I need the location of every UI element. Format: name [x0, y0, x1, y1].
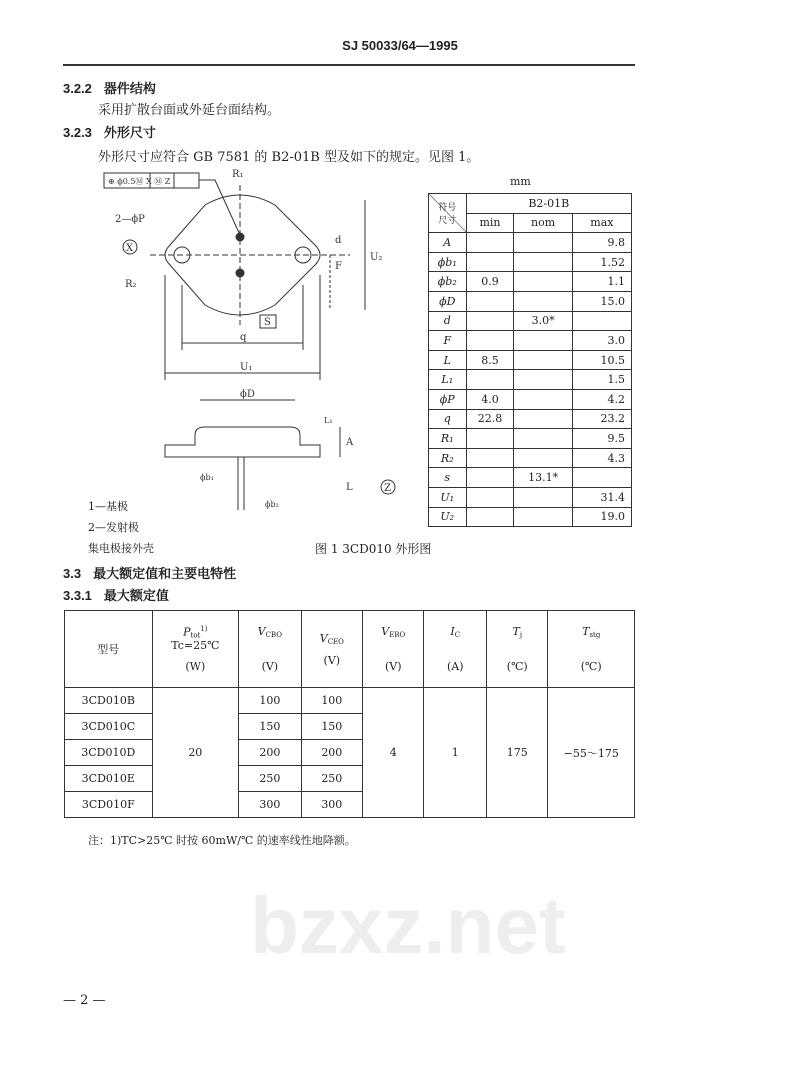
col-nom: nom — [514, 213, 572, 233]
symbol-cell: ϕP — [429, 389, 467, 409]
label-q: q — [240, 332, 247, 343]
nom-cell — [514, 233, 572, 253]
min-cell — [466, 370, 514, 390]
section-3-3-1 — [63, 585, 169, 604]
type-header: B2-01B — [466, 194, 631, 214]
header-ptot: $P_{tot}^{1)}$ Tc=25℃ (W) — [152, 611, 238, 688]
max-ratings-table — [64, 610, 635, 818]
unit-label: mm — [510, 175, 531, 188]
min-cell — [466, 507, 514, 527]
nom-cell — [514, 409, 572, 429]
dimension-row — [429, 389, 632, 409]
min-cell — [466, 468, 514, 488]
section-title: 器件结构 — [103, 82, 156, 97]
header-ic: $I_C$ (A) — [424, 611, 487, 688]
max-cell: 4.3 — [572, 448, 631, 468]
dimension-row — [429, 507, 632, 527]
vcbo-cell: 200 — [239, 740, 302, 766]
max-cell: 19.0 — [572, 507, 631, 527]
model-cell: 3CD010F — [65, 792, 153, 818]
dimension-row — [429, 252, 632, 272]
dimension-row — [429, 448, 632, 468]
model-cell: 3CD010E — [65, 766, 153, 792]
section-title: 最大额定值 — [103, 589, 169, 604]
dimension-table — [428, 193, 632, 527]
tolerance-frame: ⊕ ϕ0.5Ⓜ X Ⓜ Z — [108, 177, 171, 186]
dimension-row — [429, 370, 632, 390]
section-number: 3.3.1 — [63, 588, 92, 603]
section-number: 3.2.3 — [63, 125, 92, 140]
section-body: 采用扩散台面或外延台面结构。 — [98, 103, 281, 118]
outline-drawing — [90, 165, 430, 510]
label-u1: U₁ — [240, 362, 253, 373]
nom-cell — [514, 291, 572, 311]
dimension-row — [429, 409, 632, 429]
label-hole: 2—ϕP — [115, 214, 145, 225]
vcbo-cell: 250 — [239, 766, 302, 792]
symbol-cell: d — [429, 311, 467, 331]
max-cell: 1.5 — [572, 370, 631, 390]
tj-cell: 175 — [487, 688, 548, 818]
section-body: 外形尺寸应符合 GB 7581 的 B2-01B 型及如下的规定。见图 1。 — [98, 150, 480, 165]
symbol-cell: s — [429, 468, 467, 488]
nom-cell — [514, 252, 572, 272]
symbol-cell: q — [429, 409, 467, 429]
max-cell: 9.8 — [572, 233, 631, 253]
label-f: F — [335, 261, 342, 272]
model-cell: 3CD010C — [65, 714, 153, 740]
symbol-cell: L — [429, 350, 467, 370]
symbol-cell: U₂ — [429, 507, 467, 527]
corner-label: 尺寸 — [438, 216, 457, 227]
min-cell — [466, 252, 514, 272]
table-row — [65, 688, 635, 714]
label-a: A — [346, 437, 354, 448]
max-cell: 4.2 — [572, 389, 631, 409]
col-min: min — [466, 213, 514, 233]
corner-label: 符号 — [438, 203, 457, 214]
min-cell: 22.8 — [466, 409, 514, 429]
label-r2: R₂ — [125, 279, 137, 290]
table-note: 注：1)TC>25℃ 时按 60mW/℃ 的速率线性地降额。 — [88, 834, 356, 847]
nom-cell — [514, 429, 572, 449]
nom-cell — [514, 507, 572, 527]
figure-caption: 图 1 3CD010 外形图 — [315, 542, 432, 556]
nom-cell — [514, 487, 572, 507]
page-number: — 2 — — [63, 993, 106, 1008]
section-title: 最大额定值和主要电特性 — [93, 567, 237, 582]
symbol-cell: U₁ — [429, 487, 467, 507]
vceo-cell: 150 — [301, 714, 362, 740]
header-tj: $T_j$ (℃) — [487, 611, 548, 688]
dimension-row — [429, 331, 632, 351]
dimension-row — [429, 233, 632, 253]
max-cell: 15.0 — [572, 291, 631, 311]
vceo-cell: 200 — [301, 740, 362, 766]
dimension-row — [429, 468, 632, 488]
dimension-row — [429, 272, 632, 292]
nom-cell — [514, 350, 572, 370]
min-cell: 8.5 — [466, 350, 514, 370]
symbol-cell: A — [429, 233, 467, 253]
label-phid: ϕD — [240, 389, 255, 400]
vcbo-cell: 300 — [239, 792, 302, 818]
dimension-row — [429, 291, 632, 311]
vceo-cell: 100 — [301, 688, 362, 714]
section-3-3 — [63, 563, 236, 582]
max-cell: 1.52 — [572, 252, 631, 272]
symbol-cell: ϕb₂ — [429, 272, 467, 292]
vcbo-cell: 100 — [239, 688, 302, 714]
vceo-cell: 250 — [301, 766, 362, 792]
min-cell — [466, 233, 514, 253]
max-cell: 9.5 — [572, 429, 631, 449]
label-s: S — [264, 317, 271, 328]
nom-cell — [514, 370, 572, 390]
label-l: L — [346, 482, 353, 493]
dimension-row — [429, 487, 632, 507]
dimension-row — [429, 311, 632, 331]
nom-cell: 13.1* — [514, 468, 572, 488]
header-vcbo: $V_{CBO}$ (V) — [239, 611, 302, 688]
model-cell: 3CD010D — [65, 740, 153, 766]
nom-cell — [514, 331, 572, 351]
min-cell — [466, 429, 514, 449]
max-cell: 23.2 — [572, 409, 631, 429]
min-cell: 0.9 — [466, 272, 514, 292]
symbol-cell: R₂ — [429, 448, 467, 468]
legend-item: 1—基极 — [88, 500, 128, 513]
max-cell — [572, 468, 631, 488]
label-r1: R₁ — [232, 169, 244, 180]
min-cell: 4.0 — [466, 389, 514, 409]
max-cell: 1.1 — [572, 272, 631, 292]
nom-cell: 3.0* — [514, 311, 572, 331]
watermark: bzxz.net — [250, 881, 566, 970]
symbol-cell: ϕb₁ — [429, 252, 467, 272]
header-vceo: $V_{CEO}$ (V) — [301, 611, 362, 688]
legend-item: 2—发射极 — [88, 521, 139, 534]
section-3-2-2 — [63, 78, 156, 97]
ic-cell: 1 — [424, 688, 487, 818]
corner-cell — [429, 194, 467, 233]
vceo-cell: 300 — [301, 792, 362, 818]
tstg-cell: −55～175 — [548, 688, 635, 818]
symbol-cell: L₁ — [429, 370, 467, 390]
label-phib2: ϕb₂ — [265, 500, 279, 509]
min-cell — [466, 487, 514, 507]
max-cell: 31.4 — [572, 487, 631, 507]
header-rule — [63, 64, 635, 66]
ptot-cell: 20 — [152, 688, 238, 818]
section-title: 外形尺寸 — [103, 126, 156, 141]
section-number: 3.2.2 — [63, 81, 92, 96]
section-number: 3.3 — [63, 566, 82, 581]
datum-z: Z — [384, 483, 391, 494]
min-cell — [466, 311, 514, 331]
label-d: d — [335, 235, 342, 246]
min-cell — [466, 331, 514, 351]
section-3-2-3 — [63, 122, 156, 141]
label-u2: U₂ — [370, 252, 383, 263]
vcbo-cell: 150 — [239, 714, 302, 740]
nom-cell — [514, 448, 572, 468]
col-max: max — [572, 213, 631, 233]
model-cell: 3CD010B — [65, 688, 153, 714]
symbol-cell: R₁ — [429, 429, 467, 449]
header-vebo: $V_{EBO}$ (V) — [363, 611, 424, 688]
header-tstg: $T_{stg}$ (℃) — [548, 611, 635, 688]
legend-item: 集电极接外壳 — [88, 542, 154, 555]
nom-cell — [514, 389, 572, 409]
label-phib1: ϕb₁ — [200, 473, 214, 482]
label-l1: L₁ — [324, 416, 333, 425]
symbol-cell: F — [429, 331, 467, 351]
max-cell: 3.0 — [572, 331, 631, 351]
header-model: 型号 — [65, 611, 153, 688]
max-cell: 10.5 — [572, 350, 631, 370]
datum-x: X — [126, 243, 134, 254]
min-cell — [466, 291, 514, 311]
symbol-cell: ϕD — [429, 291, 467, 311]
nom-cell — [514, 272, 572, 292]
standard-number: SJ 50033/64—1995 — [342, 38, 458, 53]
dimension-row — [429, 350, 632, 370]
min-cell — [466, 448, 514, 468]
vebo-cell: 4 — [363, 688, 424, 818]
max-cell — [572, 311, 631, 331]
dimension-row — [429, 429, 632, 449]
